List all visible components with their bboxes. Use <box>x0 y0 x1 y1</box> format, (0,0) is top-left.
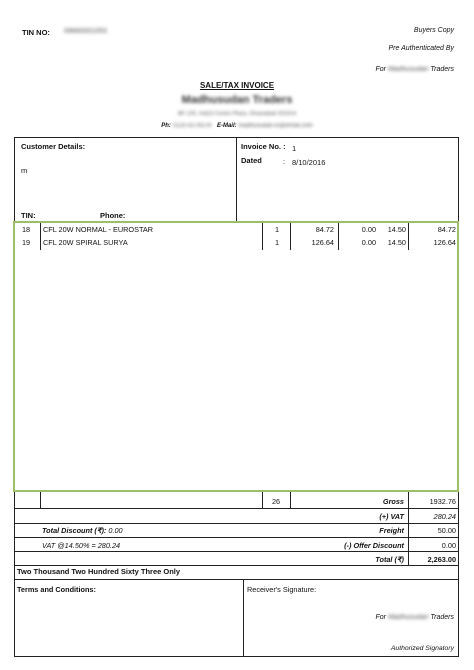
company-name: Madhusudan Traders <box>181 94 293 106</box>
item-rate: 84.72 <box>315 225 334 234</box>
vat-value: 280.24 <box>433 512 456 521</box>
customer-invoice-divider <box>236 137 237 221</box>
email-label: E-Mail: <box>216 123 237 129</box>
gross-label: Gross <box>382 497 404 506</box>
tin-label: TIN NO: <box>22 28 50 37</box>
tin-value: 09680001053 <box>64 28 107 35</box>
item-amount: 126.64 <box>433 238 456 247</box>
company-contact <box>0 123 474 129</box>
item-sno: 18 <box>22 225 31 234</box>
freight-value: 50.00 <box>437 526 456 535</box>
item-qty: 1 <box>275 238 280 247</box>
receiver-signature-label: Receiver's Signature: <box>247 585 317 594</box>
item-amount: 84.72 <box>437 225 456 234</box>
invoice-number-label: Invoice No. : <box>241 142 286 151</box>
total-discount-line <box>42 526 123 535</box>
invoice-date: 8/10/2016 <box>292 158 326 167</box>
invoice-dated-label: Dated <box>241 156 262 165</box>
phone-label: Ph: <box>161 123 171 129</box>
email-value: madhusudan.in@email.com <box>238 123 313 129</box>
vat-rate-label: VAT @14.50% = 280.24 <box>42 541 121 550</box>
header-for-suffix: Traders <box>430 66 454 73</box>
copy-label: Buyers Copy <box>413 27 454 34</box>
item-desc: CFL 20W SPIRAL SURYA <box>43 238 128 247</box>
terms-label: Terms and Conditions: <box>17 585 96 594</box>
total-quantity: 26 <box>271 497 281 506</box>
customer-phone-label: Phone: <box>100 211 126 220</box>
item-discount: 0.00 <box>361 225 376 234</box>
frame-bottom <box>14 656 459 657</box>
item-tax: 14.50 <box>387 238 406 247</box>
totals-col-sno <box>40 492 41 508</box>
total-discount-label: Total Discount (₹): <box>42 526 107 535</box>
items-highlight-box <box>13 221 459 492</box>
amount-in-words: Two Thousand Two Hundred Sixty Three Only <box>17 567 181 576</box>
header-for-prefix: For <box>375 66 386 73</box>
offer-discount-label: (-) Offer Discount <box>344 541 404 550</box>
authorized-signatory: Authorized Signatory <box>390 645 454 652</box>
item-discount: 0.00 <box>361 238 376 247</box>
footer-for-prefix: For <box>375 614 386 621</box>
item-qty: 1 <box>275 225 280 234</box>
totals-col-amount <box>408 492 409 566</box>
phone-value: 0120-4276378 <box>172 123 212 129</box>
invoice-date-colon: : <box>283 157 286 166</box>
invoice-title: SALE/TAX INVOICE <box>199 81 275 90</box>
gross-value: 1932.76 <box>429 497 456 506</box>
item-rate: 126.64 <box>311 238 334 247</box>
company-address: BF-125, Ind(J) Centre Plaza, Ghaziabad 201014 <box>177 111 296 117</box>
totals-rule-4 <box>14 551 458 552</box>
freight-label: Freight <box>379 526 404 535</box>
totals-rule-6 <box>14 579 458 580</box>
totals-rule-1 <box>14 508 458 509</box>
header-for-line <box>376 66 455 73</box>
customer-tin-label: TIN: <box>21 211 36 220</box>
footer-for-company: Madhusudan <box>387 614 429 621</box>
customer-name: m <box>21 166 28 175</box>
item-desc: CFL 20W NORMAL - EUROSTAR <box>43 225 154 234</box>
item-sno: 19 <box>22 238 31 247</box>
total-discount-value: 0.00 <box>108 526 123 535</box>
offer-discount-value: 0.00 <box>441 541 456 550</box>
footer-for-line <box>376 614 455 621</box>
totals-rule-5 <box>14 565 458 566</box>
grand-total-label: Total (₹) <box>375 555 404 564</box>
totals-rule-3 <box>14 537 458 538</box>
item-tax: 14.50 <box>387 225 406 234</box>
customer-details-label: Customer Details: <box>21 142 86 151</box>
totals-col-qty <box>290 492 291 508</box>
header-for-company: Madhusudan <box>387 66 429 73</box>
invoice-number: 1 <box>292 144 297 153</box>
pre-authenticated-label: Pre Authenticated By <box>388 45 454 52</box>
footer-for-suffix: Traders <box>430 614 454 621</box>
vat-label: (+) VAT <box>379 512 404 521</box>
totals-rule-2 <box>14 523 458 524</box>
footer-divider <box>243 579 244 656</box>
grand-total-value: 2,263.00 <box>427 555 456 564</box>
